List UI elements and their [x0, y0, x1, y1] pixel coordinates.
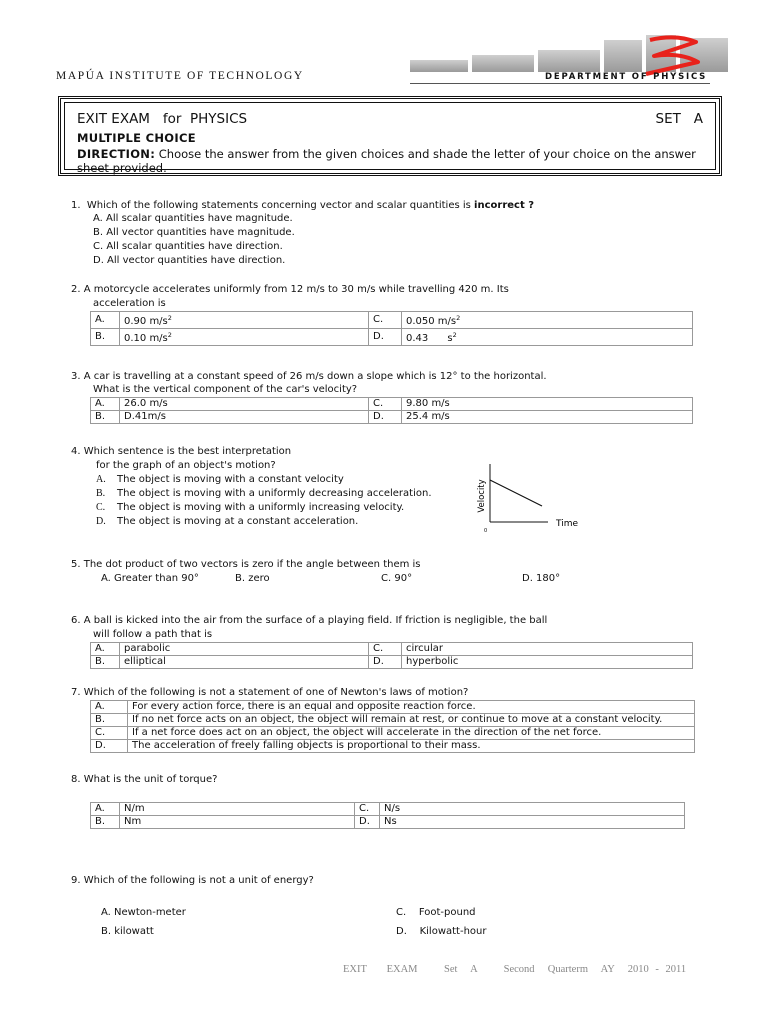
- q3-choices-table: [90, 397, 693, 424]
- q5-option-b: B. zero: [235, 573, 270, 584]
- table-row: [91, 714, 695, 727]
- choice-value: D.41m/s: [120, 411, 369, 424]
- table-row: [91, 727, 695, 740]
- q4-option-c: The object is moving with a uniformly increasing velocity.: [117, 502, 405, 513]
- table-row: [91, 740, 695, 753]
- question-6-cont: will follow a path that is: [93, 629, 213, 640]
- q4-option-d: The object is moving at a constant acceleration.: [117, 516, 359, 527]
- question-emphasis: incorrect ?: [474, 200, 535, 211]
- choice-letter: A.: [91, 312, 120, 329]
- graph-xlabel: Time: [556, 519, 579, 529]
- direction-text: [77, 147, 717, 175]
- choice-value: circular: [402, 643, 693, 656]
- table-row: [91, 411, 693, 424]
- question-5: 5. The dot product of two vectors is zero if the angle between them is: [71, 559, 421, 570]
- choice-value: If a net force does act on an object, the object will accelerate in the direction of the net force.: [128, 727, 695, 740]
- institute-name: MAPÚA INSTITUTE OF TECHNOLOGY: [56, 70, 304, 82]
- q5-option-d: D. 180°: [522, 573, 561, 584]
- choice-value: N/s: [380, 803, 685, 816]
- q9-option-c: C. Foot-pound: [396, 907, 476, 918]
- q2-choices-table: [90, 311, 693, 346]
- q4-letter-c: C.: [96, 502, 106, 513]
- choice-value: 9.80 m/s: [402, 398, 693, 411]
- q4-letter-d: D.: [96, 516, 106, 527]
- choice-value: 0.90 $m/s^2$: [120, 312, 369, 329]
- direction-label: DIRECTION:: [77, 147, 156, 161]
- choice-letter: D.: [355, 816, 380, 829]
- choice-value: 0.43 $s^2$: [402, 329, 693, 346]
- direction-body: Choose the answer from the given choices and shade the letter of your choice on the answer sheet provided.: [77, 147, 696, 175]
- choice-letter: C.: [355, 803, 380, 816]
- choice-value: 25.4 m/s: [402, 411, 693, 424]
- question-2-cont: acceleration is: [93, 298, 166, 309]
- q7-choices-table: [90, 700, 695, 753]
- q9-option-d: D. Kilowatt-hour: [396, 926, 487, 937]
- choice-letter: B.: [91, 816, 120, 829]
- question-6: 6. A ball is kicked into the air from the surface of a playing field. If friction is negligible, the ball: [71, 615, 548, 626]
- choice-letter: A.: [91, 398, 120, 411]
- q4-option-a: The object is moving with a constant velocity: [117, 474, 344, 485]
- department-name: DEPARTMENT OF PHYSICS: [545, 72, 708, 82]
- choice-value: If no net force acts on an object, the object will remain at rest, or continue to move at a constant velocity.: [128, 714, 695, 727]
- question-9: 9. Which of the following is not a unit of energy?: [71, 875, 314, 886]
- choice-value: 0.050 $m/s^2$: [402, 312, 693, 329]
- choice-letter: B.: [91, 329, 120, 346]
- choice-letter: D.: [91, 740, 128, 753]
- choice-value: N/m: [120, 803, 355, 816]
- choice-value: hyperbolic: [402, 656, 693, 669]
- q1-option-d: D. All vector quantities have direction.: [93, 255, 286, 266]
- question-4: 4. Which sentence is the best interpretation: [71, 446, 292, 457]
- choice-letter: B.: [91, 411, 120, 424]
- q9-option-a: A. Newton-meter: [101, 907, 186, 918]
- exam-header-box: [58, 96, 722, 176]
- q4-option-b: The object is moving with a uniformly decreasing acceleration.: [117, 488, 432, 499]
- choice-value: 0.10 $m/s^2$: [120, 329, 369, 346]
- graph-origin: 0: [484, 528, 488, 534]
- choice-letter: D.: [369, 656, 402, 669]
- q4-letter-a: A.: [96, 474, 106, 485]
- choice-letter: C.: [91, 727, 128, 740]
- choice-value: Nm: [120, 816, 355, 829]
- choice-value: Ns: [380, 816, 685, 829]
- q1-option-c: C. All scalar quantities have direction.: [93, 241, 283, 252]
- choice-value: For every action force, there is an equal and opposite reaction force.: [128, 701, 695, 714]
- choice-letter: A.: [91, 803, 120, 816]
- table-row: [91, 329, 693, 346]
- choice-letter: C.: [369, 312, 402, 329]
- choice-letter: C.: [369, 643, 402, 656]
- page-footer: EXIT EXAM Set A Second Quarterm AY 2010 - 2011: [343, 964, 687, 975]
- question-3-cont: What is the vertical component of the car's velocity?: [93, 384, 358, 395]
- question-stem: 1. Which of the following statements concerning vector and scalar quantities is: [71, 200, 475, 211]
- table-row: [91, 701, 695, 714]
- choice-value: 26.0 m/s: [120, 398, 369, 411]
- question-7: 7. Which of the following is not a statement of one of Newton's laws of motion?: [71, 687, 469, 698]
- q6-choices-table: [90, 642, 693, 669]
- q1-option-b: B. All vector quantities have magnitude.: [93, 227, 295, 238]
- choice-letter: B.: [91, 656, 120, 669]
- choice-value: parabolic: [120, 643, 369, 656]
- table-row: [91, 816, 685, 829]
- q5-option-c: C. 90°: [381, 573, 413, 584]
- choice-letter: D.: [369, 411, 402, 424]
- choice-letter: B.: [91, 714, 128, 727]
- question-4-cont: for the graph of an object's motion?: [96, 460, 276, 471]
- exam-set: SET A: [655, 111, 703, 127]
- choice-letter: A.: [91, 701, 128, 714]
- choice-value: The acceleration of freely falling objects is proportional to their mass.: [128, 740, 695, 753]
- table-row: [91, 656, 693, 669]
- exam-type: MULTIPLE CHOICE: [77, 131, 196, 145]
- velocity-time-graph: [470, 462, 590, 534]
- q8-choices-table: [90, 802, 685, 829]
- table-row: [91, 398, 693, 411]
- graph-ylabel: Velocity: [477, 479, 487, 513]
- question-8: 8. What is the unit of torque?: [71, 774, 218, 785]
- question-1: [71, 199, 534, 213]
- q5-option-a: A. Greater than 90°: [101, 573, 199, 584]
- q4-letter-b: B.: [96, 488, 106, 499]
- q1-option-a: A. All scalar quantities have magnitude.: [93, 213, 293, 224]
- choice-letter: A.: [91, 643, 120, 656]
- table-row: [91, 803, 685, 816]
- velocity-line: [490, 480, 542, 506]
- choice-letter: D.: [369, 329, 402, 346]
- choice-value: elliptical: [120, 656, 369, 669]
- choice-letter: C.: [369, 398, 402, 411]
- question-3: 3. A car is travelling at a constant speed of 26 m/s down a slope which is 12° to the horizontal.: [71, 371, 547, 382]
- question-2: 2. A motorcycle accelerates uniformly from 12 m/s to 30 m/s while travelling 420 m. Its: [71, 284, 509, 295]
- q9-option-b: B. kilowatt: [101, 926, 154, 937]
- table-row: [91, 312, 693, 329]
- table-row: [91, 643, 693, 656]
- exam-title: EXIT EXAM for PHYSICS: [77, 111, 248, 127]
